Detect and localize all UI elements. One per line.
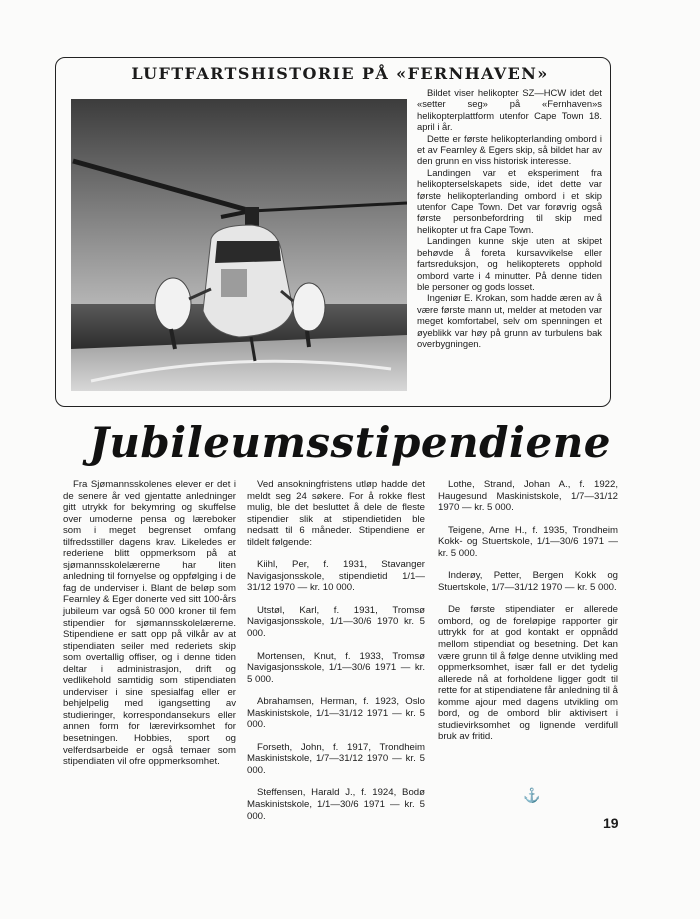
article-headline: Jubileumsstipendiene xyxy=(89,418,611,467)
caption-paragraph: Ingeniør E. Krokan, som hadde æren av å være første mann ut, melder at metoden var meget komfortabel, selv om spenningen et øyeblikk var høy på grunn av turbulens bak overbygningen. xyxy=(417,292,602,349)
article-column-1 xyxy=(63,479,236,768)
article-paragraph: De første stipendiater er allerede ombord, og de foreløpige rapporter gir uttrykk for at god kontakt er oppnådd mellom stipendiat og besetning. Det kan være grunn til å følge denne utvikling med oppmerksomhet, især fall er det tydelig allerede nå at forholdene ligger godt til rette for at stipendiatene får anledning til å komme ajour med dagens utvikling om bord, og de ombord blir aktivisert i studievirksomhet og lignende verdifull bruk av fritid. xyxy=(438,604,618,743)
anchor-icon: ⚓ xyxy=(523,787,541,803)
recipient-entry: Inderøy, Petter, Bergen Kokk og Stuertskole, 1/7—31/12 1970 — kr. 5 000. xyxy=(438,570,618,593)
recipient-entry: Abrahamsen, Herman, f. 1923, Oslo Maskinistskole, 1/1—31/12 1971 — kr. 5 000. xyxy=(247,696,425,731)
caption-paragraph: Landingen var et eksperiment fra helikopterselskapets side, idet dette var første helikopterlanding ombord i et skip utenfor Cape Town. Det var forøvrig også første personbefordring til skip med helikopter ut fra Cape Town. xyxy=(417,166,602,235)
page-number: 19 xyxy=(603,815,619,831)
helicopter-illustration xyxy=(71,99,407,391)
article-paragraph: Ved ansokningfristens utløp hadde det meldt seg 24 søkere. For å rokke flest mulig, ble det besluttet å dele de fleste stipendier slik at stipendietiden ble nedsatt til 6 måneder. Stipendiene er tildelt følgende: xyxy=(247,479,425,548)
article-column-2 xyxy=(247,479,425,833)
recipient-entry: Steffensen, Harald J., f. 1924, Bodø Maskinistskole, 1/1—30/6 1971 — kr. 5 000. xyxy=(247,787,425,822)
caption-paragraph: Dette er første helikopterlanding ombord i et av Fearnley & Egers skip, så bildet har av den grunn en viss historisk interesse. xyxy=(417,132,602,167)
caption-paragraph: Bildet viser helikopter SZ—HCW idet det «setter seg» på «Fernhaven»s helikopterplattform utenfor Cape Town 18. april i år. xyxy=(417,87,602,133)
recipient-entry: Kiihl, Per, f. 1931, Stavanger Navigasjonsskole, stipendietid 1/1—31/12 1970 — kr. 10 000. xyxy=(247,559,425,594)
caption-paragraph: Landingen kunne skje uten at skipet behøvde å foreta kursavvikelse eller fartsreduksjon, og helikopterets opphold ombord varte i 4 minutter. På denne tiden ble personer og gods losset. xyxy=(417,235,602,292)
photo-caption xyxy=(417,87,602,349)
recipient-entry: Forseth, John, f. 1917, Trondheim Maskinistskole, 1/7—31/12 1970 — kr. 5 000. xyxy=(247,741,425,776)
box-title: LUFTFARTSHISTORIE PÅ «FERNHAVEN» xyxy=(131,64,549,83)
recipient-entry: Lothe, Strand, Johan A., f. 1922, Haugesund Maskinistskole, 1/7—31/12 1970 — kr. 5 000. xyxy=(438,479,618,514)
helicopter-photo xyxy=(71,99,407,391)
article-column-3 xyxy=(438,479,618,754)
article-paragraph: Fra Sjømannsskolenes elever er det i de senere år ved gjentatte anledninger gitt utrykk for bekymring og skuffelse over umoderne pensa og læreboker som i meget begrenset omfang tilfredsstiller dagens krav. Likeledes er rederiene blitt oppmerksom på at sjømannsskolelærerne har liten anledning til fornyelse og oppfølging i de fag de underviser i. Blant de beløp som Fearnley & Eger donerte ved sitt 100-års jubileum var også 50 000 kroner til fem stipendier for sjømannsskolelærerne. Stipendiene er satt opp på vilkår av at stipendiaten seiler med rederiets skip som overtallig offiser, og i denne tiden deltar i administrasjon, drift og vedlikehold samtidig som stipendiaten underviser i sine spesialfag eller er behjelpelig med igangsetting av studieringer, korrespondansekurs eller annen form for lærevirksomhet for besetningen. Hobbies, sport og velferdsarbeide er også temaer som stipendiaten vil ofre oppmerksomhet. xyxy=(63,479,236,768)
recipient-entry: Utstøl, Karl, f. 1931, Tromsø Navigasjonsskole, 1/1—30/6 1970 kr. 5 000. xyxy=(247,604,425,640)
recipient-entry: Teigene, Arne H., f. 1935, Trondheim Kokk- og Stuertskole, 1/1—30/6 1971 — kr. 5 000. xyxy=(438,524,618,559)
recipient-entry: Mortensen, Knut, f. 1933, Tromsø Navigasjonsskole, 1/1—30/6 1971 — kr. 5 000. xyxy=(247,650,425,685)
